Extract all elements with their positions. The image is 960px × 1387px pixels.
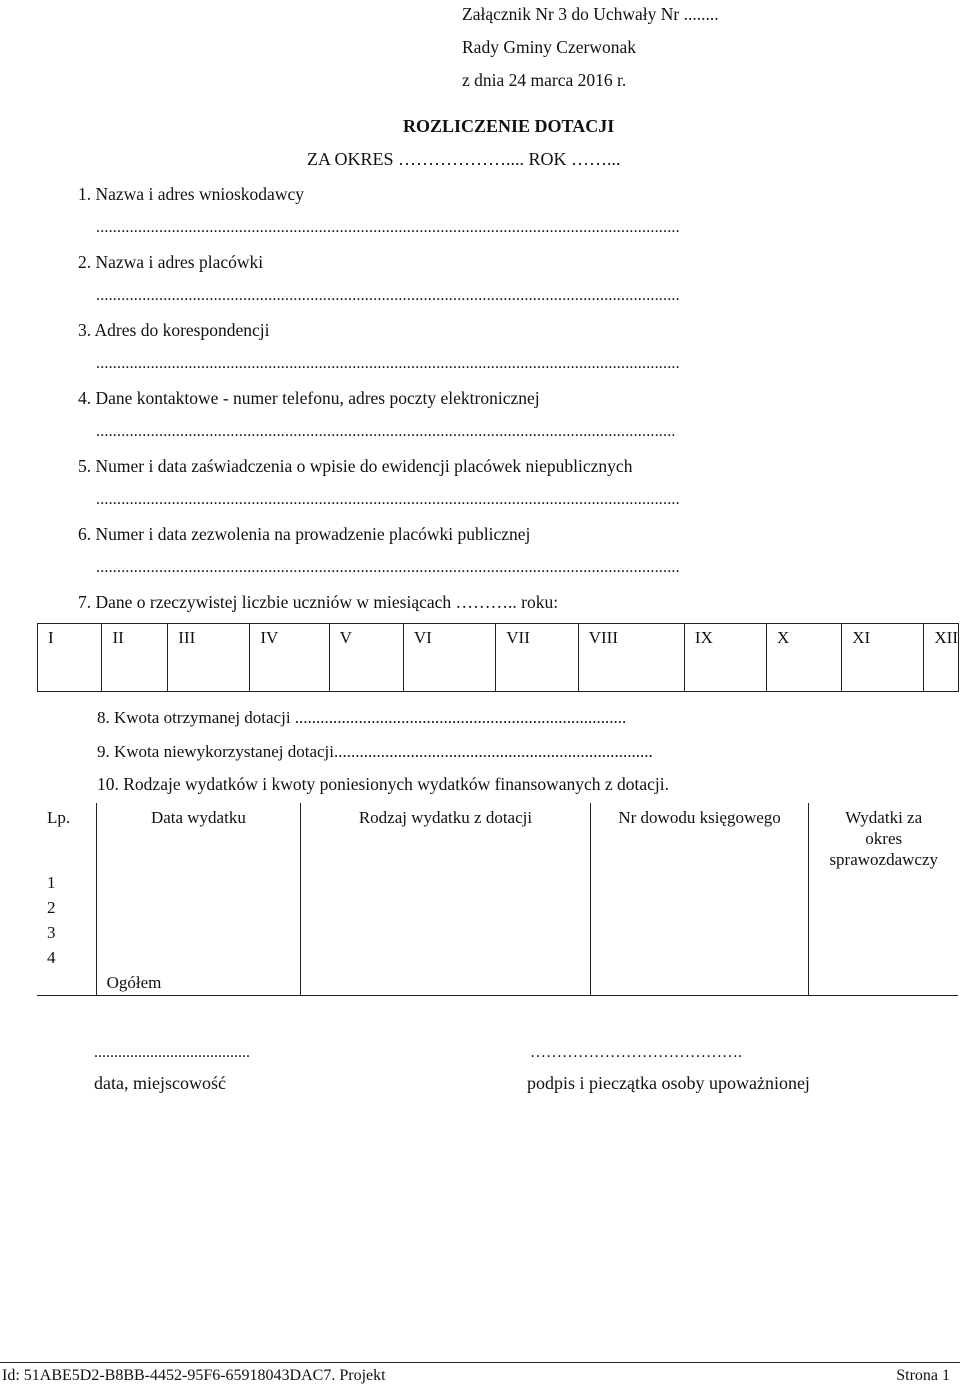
table-row [37, 945, 958, 970]
month-cell-5[interactable]: V [329, 624, 403, 692]
date-place-label: data, miejscowość [94, 1073, 226, 1093]
item-facility-field[interactable]: ........................................................................................................................................... [96, 287, 680, 304]
row-number: 3 [37, 920, 96, 945]
item-correspondence-field[interactable]: ........................................................................................................................................... [96, 355, 680, 372]
expenses-heading: 10. Rodzaje wydatków i kwoty poniesionych wydatków finansowanych z dotacji. [97, 774, 670, 794]
month-cell-4[interactable]: IV [250, 624, 329, 692]
footer-divider [0, 1362, 960, 1363]
row-date-cell[interactable] [96, 945, 301, 970]
received-amount-line[interactable]: 8. Kwota otrzymanej dotacji .............................................................................. [97, 708, 627, 727]
row-number: 4 [37, 945, 96, 970]
council-name: Rady Gminy Czerwonak [462, 37, 636, 57]
item-permit-field[interactable]: ........................................................................................................................................... [96, 559, 680, 576]
expenses-header-row [37, 803, 958, 870]
row-document-cell[interactable] [590, 920, 809, 945]
signature-field[interactable]: …………………………………. [530, 1044, 742, 1061]
date-place-field[interactable]: ....................................... [94, 1044, 250, 1061]
item-facility-label: 2. Nazwa i adres placówki [78, 252, 264, 272]
table-row [37, 870, 958, 895]
item-permit-label: 6. Numer i data zezwolenia na prowadzenie placówki publicznej [78, 524, 531, 544]
months-table [37, 623, 959, 692]
item-students-label: 7. Dane o rzeczywistej liczbie uczniów w miesiącach ……….. roku: [78, 592, 559, 612]
item-certificate-field[interactable]: ........................................................................................................................................... [96, 491, 680, 508]
item-correspondence-label: 3. Adres do korespondencji [78, 320, 270, 340]
col-lp-header: Lp. [37, 803, 96, 870]
row-type-cell[interactable] [301, 920, 590, 945]
col-document-header: Nr dowodu księgowego [590, 803, 809, 870]
period-line: ZA OKRES ……………….... ROK ……... [307, 149, 621, 169]
total-row [37, 970, 958, 996]
month-cell-12[interactable]: XII [924, 624, 959, 692]
document-title: ROZLICZENIE DOTACJI [403, 116, 615, 136]
row-amount-cell[interactable] [809, 920, 958, 945]
expenses-table [37, 803, 958, 996]
row-amount-cell[interactable] [809, 870, 958, 895]
month-cell-3[interactable]: III [168, 624, 250, 692]
month-cell-2[interactable]: II [102, 624, 168, 692]
item-contact-label: 4. Dane kontaktowe - numer telefonu, adres poczty elektronicznej [78, 388, 540, 408]
row-date-cell[interactable] [96, 870, 301, 895]
row-date-cell[interactable] [96, 895, 301, 920]
item-contact-field[interactable]: .......................................................................................................................................... [96, 423, 676, 440]
item-applicant-field[interactable]: ........................................................................................................................................... [96, 219, 680, 236]
row-document-cell[interactable] [590, 870, 809, 895]
row-type-cell[interactable] [301, 945, 590, 970]
total-label: Ogółem [96, 970, 301, 996]
month-cell-11[interactable]: XI [842, 624, 924, 692]
row-document-cell[interactable] [590, 895, 809, 920]
table-row [37, 895, 958, 920]
row-date-cell[interactable] [96, 920, 301, 945]
resolution-date: z dnia 24 marca 2016 r. [462, 70, 627, 90]
col-amount-header: Wydatki za okres sprawozdawczy [829, 808, 938, 869]
month-cell-8[interactable]: VIII [578, 624, 684, 692]
unused-amount-line[interactable]: 9. Kwota niewykorzystanej dotacji........................................................................... [97, 742, 653, 761]
row-type-cell[interactable] [301, 895, 590, 920]
attachment-header: Załącznik Nr 3 do Uchwały Nr ........ [462, 4, 719, 24]
row-number: 1 [37, 870, 96, 895]
document-id: Id: 51ABE5D2-B8BB-4452-95F6-65918043DAC7. Projekt [2, 1367, 386, 1384]
total-document-cell[interactable] [590, 970, 809, 996]
item-applicant-label: 1. Nazwa i adres wnioskodawcy [78, 184, 304, 204]
page-number: Strona 1 [896, 1367, 950, 1384]
row-amount-cell[interactable] [809, 945, 958, 970]
month-cell-9[interactable]: IX [684, 624, 766, 692]
row-type-cell[interactable] [301, 870, 590, 895]
total-amount-cell[interactable] [809, 970, 958, 996]
row-amount-cell[interactable] [809, 895, 958, 920]
row-document-cell[interactable] [590, 945, 809, 970]
months-row [38, 624, 959, 692]
month-cell-6[interactable]: VI [403, 624, 495, 692]
table-row [37, 920, 958, 945]
item-certificate-label: 5. Numer i data zaświadczenia o wpisie do ewidencji placówek niepublicznych [78, 456, 633, 476]
month-cell-10[interactable]: X [767, 624, 842, 692]
signature-label: podpis i pieczątka osoby upoważnionej [527, 1073, 810, 1093]
month-cell-7[interactable]: VII [496, 624, 578, 692]
col-type-header: Rodzaj wydatku z dotacji [301, 803, 590, 870]
month-cell-1[interactable]: I [38, 624, 102, 692]
col-date-header: Data wydatku [96, 803, 301, 870]
row-number: 2 [37, 895, 96, 920]
total-type-cell[interactable] [301, 970, 590, 996]
